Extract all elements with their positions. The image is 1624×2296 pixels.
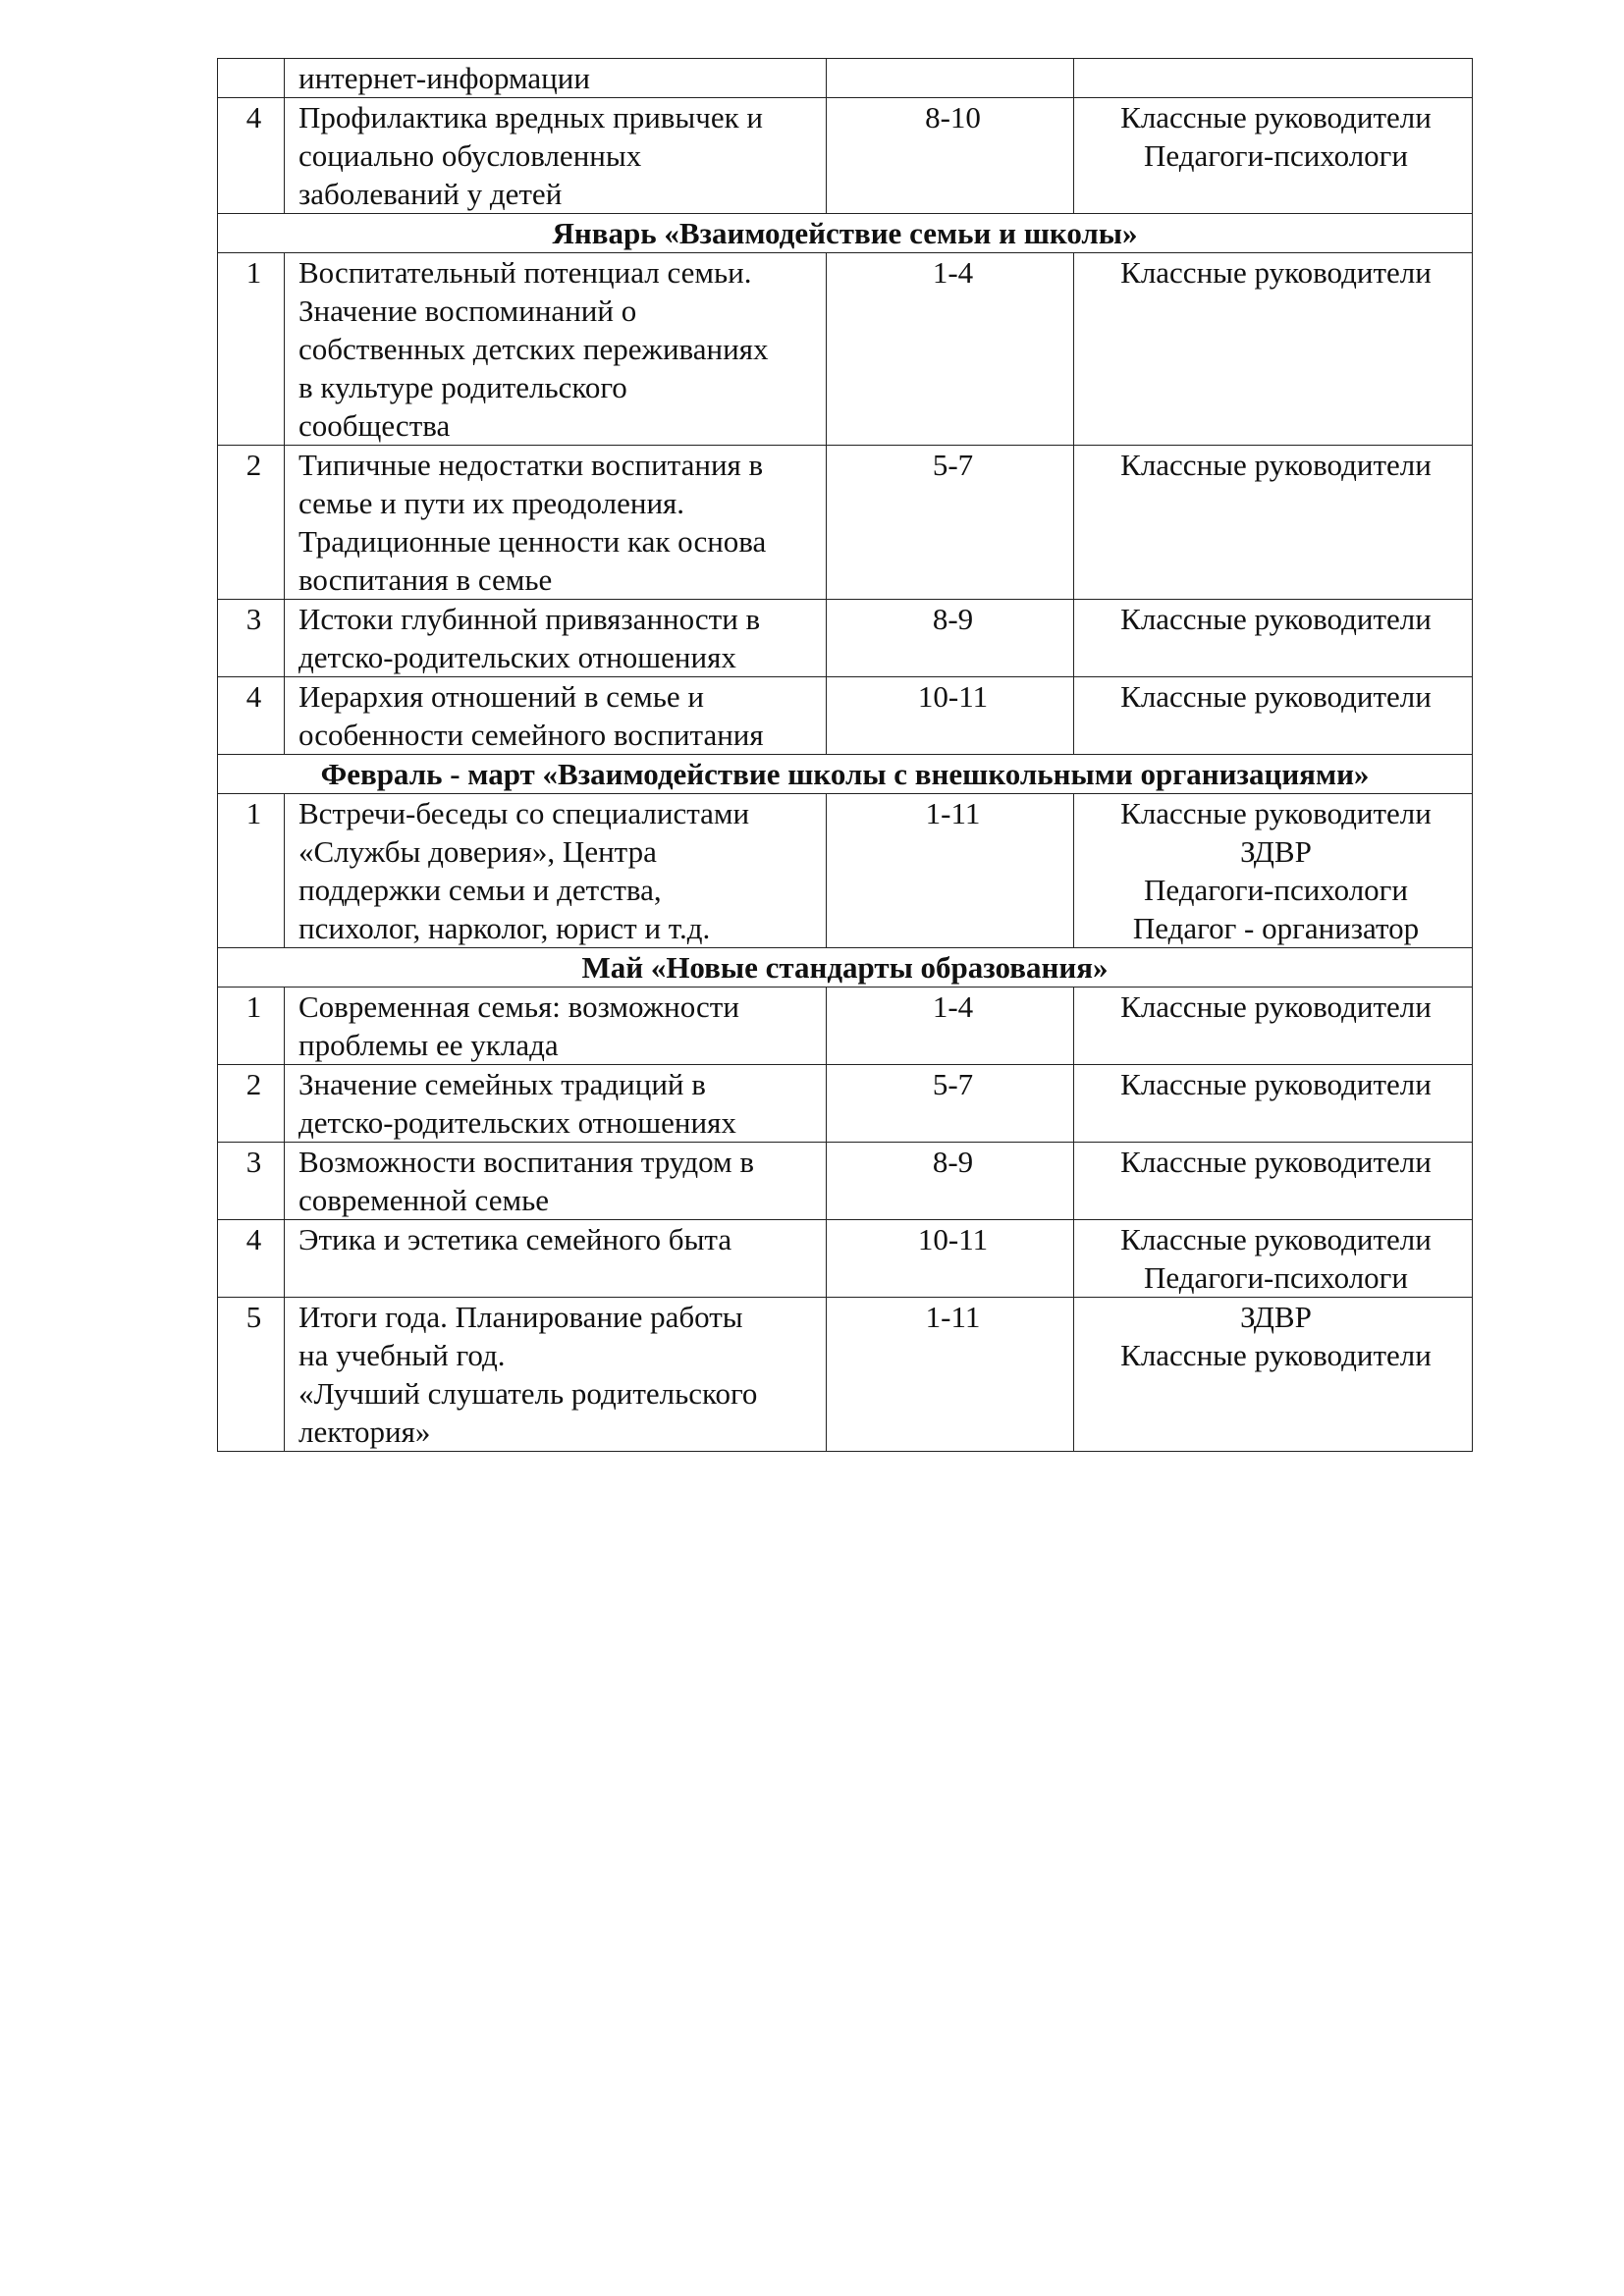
topic-cell: [285, 1220, 827, 1298]
grade-cell: 1-4: [827, 988, 1074, 1065]
topic-line: современной семье: [298, 1183, 549, 1217]
grade-cell: 8-9: [827, 1143, 1074, 1220]
responsible-cell: [1074, 446, 1473, 600]
responsible-cell: [1074, 600, 1473, 677]
table-row: [218, 446, 1473, 600]
topic-line: детско-родительских отношениях: [298, 1105, 736, 1140]
table-row: [218, 988, 1473, 1065]
topic-line: Возможности воспитания трудом в: [298, 1145, 755, 1179]
row-number: 4: [218, 1220, 285, 1298]
table-row: [218, 253, 1473, 446]
row-number: 1: [218, 988, 285, 1065]
row-number: 3: [218, 1143, 285, 1220]
grade-cell: 8-9: [827, 600, 1074, 677]
topic-line: собственных детских переживаниях: [298, 332, 769, 366]
topic-line: Современная семья: возможности: [298, 989, 739, 1024]
row-number: 4: [218, 98, 285, 214]
section-header-row: [218, 214, 1473, 253]
section-header-row: [218, 755, 1473, 794]
topic-line: Этика и эстетика семейного быта: [298, 1222, 732, 1256]
topic-cell: [285, 1065, 827, 1143]
topic-line: особенности семейного воспитания: [298, 718, 764, 752]
responsible-line: Классные руководители: [1120, 255, 1432, 290]
table-row: [218, 794, 1473, 948]
responsible-line: Классные руководители: [1120, 796, 1432, 830]
responsible-cell: [1074, 98, 1473, 214]
topic-line: Истоки глубинной привязанности в: [298, 602, 761, 636]
responsible-line: Педагоги-психологи: [1144, 873, 1408, 907]
responsible-cell: [1074, 1220, 1473, 1298]
grade-cell: 5-7: [827, 1065, 1074, 1143]
table-row: [218, 59, 1473, 98]
grade-cell: 1-11: [827, 1298, 1074, 1452]
table-row: [218, 98, 1473, 214]
topic-cell: [285, 59, 827, 98]
responsible-line: Классные руководители: [1120, 448, 1432, 482]
responsible-line: Классные руководители: [1120, 679, 1432, 714]
topic-line: сообщества: [298, 408, 451, 443]
row-number: 3: [218, 600, 285, 677]
topic-line: Значение семейных традиций в: [298, 1067, 706, 1101]
row-number: 5: [218, 1298, 285, 1452]
lecture-plan-table: [217, 58, 1473, 1452]
responsible-cell: [1074, 253, 1473, 446]
responsible-cell: [1074, 1298, 1473, 1452]
topic-line: заболеваний у детей: [298, 177, 563, 211]
responsible-cell: [1074, 59, 1473, 98]
topic-line: Традиционные ценности как основа: [298, 524, 767, 559]
grade-cell: 10-11: [827, 677, 1074, 755]
grade-cell: 5-7: [827, 446, 1074, 600]
topic-line: Иерархия отношений в семье и: [298, 679, 705, 714]
responsible-line: Классные руководители: [1120, 1338, 1432, 1372]
topic-cell: [285, 253, 827, 446]
topic-line: интернет-информации: [298, 61, 590, 95]
table-row: [218, 1065, 1473, 1143]
responsible-line: ЗДВР: [1240, 1300, 1312, 1334]
responsible-line: Классные руководители: [1120, 1067, 1432, 1101]
topic-line: поддержки семьи и детства,: [298, 873, 662, 907]
topic-line: проблемы ее уклада: [298, 1028, 559, 1062]
responsible-cell: [1074, 1143, 1473, 1220]
grade-cell: 10-11: [827, 1220, 1074, 1298]
responsible-line: Классные руководители: [1120, 1222, 1432, 1256]
responsible-line: Классные руководители: [1120, 989, 1432, 1024]
section-title: Февраль - март «Взаимодействие школы с внешкольными организациями»: [218, 755, 1473, 794]
responsible-cell: [1074, 677, 1473, 755]
row-number: 4: [218, 677, 285, 755]
topic-cell: [285, 446, 827, 600]
responsible-cell: [1074, 1065, 1473, 1143]
topic-line: лектория»: [298, 1415, 431, 1449]
responsible-line: ЗДВР: [1240, 834, 1312, 869]
topic-line: Профилактика вредных привычек и: [298, 100, 764, 134]
table-row: [218, 1298, 1473, 1452]
topic-line: Итоги года. Планирование работы: [298, 1300, 743, 1334]
grade-cell: [827, 59, 1074, 98]
topic-line: «Лучший слушатель родительского: [298, 1376, 758, 1411]
responsible-line: Классные руководители: [1120, 602, 1432, 636]
responsible-line: Классные руководители: [1120, 100, 1432, 134]
responsible-line: Педагоги-психологи: [1144, 138, 1408, 173]
table-row: [218, 1220, 1473, 1298]
section-header-row: [218, 948, 1473, 988]
row-number: 2: [218, 446, 285, 600]
topic-cell: [285, 988, 827, 1065]
responsible-cell: [1074, 794, 1473, 948]
topic-line: Воспитательный потенциал семьи.: [298, 255, 752, 290]
section-title: Май «Новые стандарты образования»: [218, 948, 1473, 988]
table-row: [218, 677, 1473, 755]
topic-cell: [285, 98, 827, 214]
topic-line: воспитания в семье: [298, 562, 553, 597]
topic-line: Значение воспоминаний о: [298, 294, 637, 328]
row-number: [218, 59, 285, 98]
table-row: [218, 1143, 1473, 1220]
blank-line: [298, 1258, 818, 1297]
row-number: 2: [218, 1065, 285, 1143]
grade-cell: 1-4: [827, 253, 1074, 446]
topic-line: «Службы доверия», Центра: [298, 834, 657, 869]
topic-line: Встречи-беседы со специалистами: [298, 796, 750, 830]
topic-line: Типичные недостатки воспитания в: [298, 448, 764, 482]
topic-line: социально обусловленных: [298, 138, 642, 173]
topic-cell: [285, 1143, 827, 1220]
topic-line: психолог, нарколог, юрист и т.д.: [298, 911, 711, 945]
section-title: Январь «Взаимодействие семьи и школы»: [218, 214, 1473, 253]
topic-cell: [285, 1298, 827, 1452]
plan-table-body: [218, 59, 1473, 1452]
grade-cell: 8-10: [827, 98, 1074, 214]
topic-cell: [285, 600, 827, 677]
row-number: 1: [218, 253, 285, 446]
responsible-cell: [1074, 988, 1473, 1065]
table-row: [218, 600, 1473, 677]
responsible-line: Классные руководители: [1120, 1145, 1432, 1179]
topic-line: семье и пути их преодоления.: [298, 486, 685, 520]
row-number: 1: [218, 794, 285, 948]
responsible-line: Педагог - организатор: [1132, 911, 1420, 945]
topic-line: в культуре родительского: [298, 370, 627, 404]
responsible-line: Педагоги-психологи: [1144, 1260, 1408, 1295]
topic-line: на учебный год.: [298, 1338, 506, 1372]
grade-cell: 1-11: [827, 794, 1074, 948]
topic-line: детско-родительских отношениях: [298, 640, 736, 674]
topic-cell: [285, 794, 827, 948]
topic-cell: [285, 677, 827, 755]
